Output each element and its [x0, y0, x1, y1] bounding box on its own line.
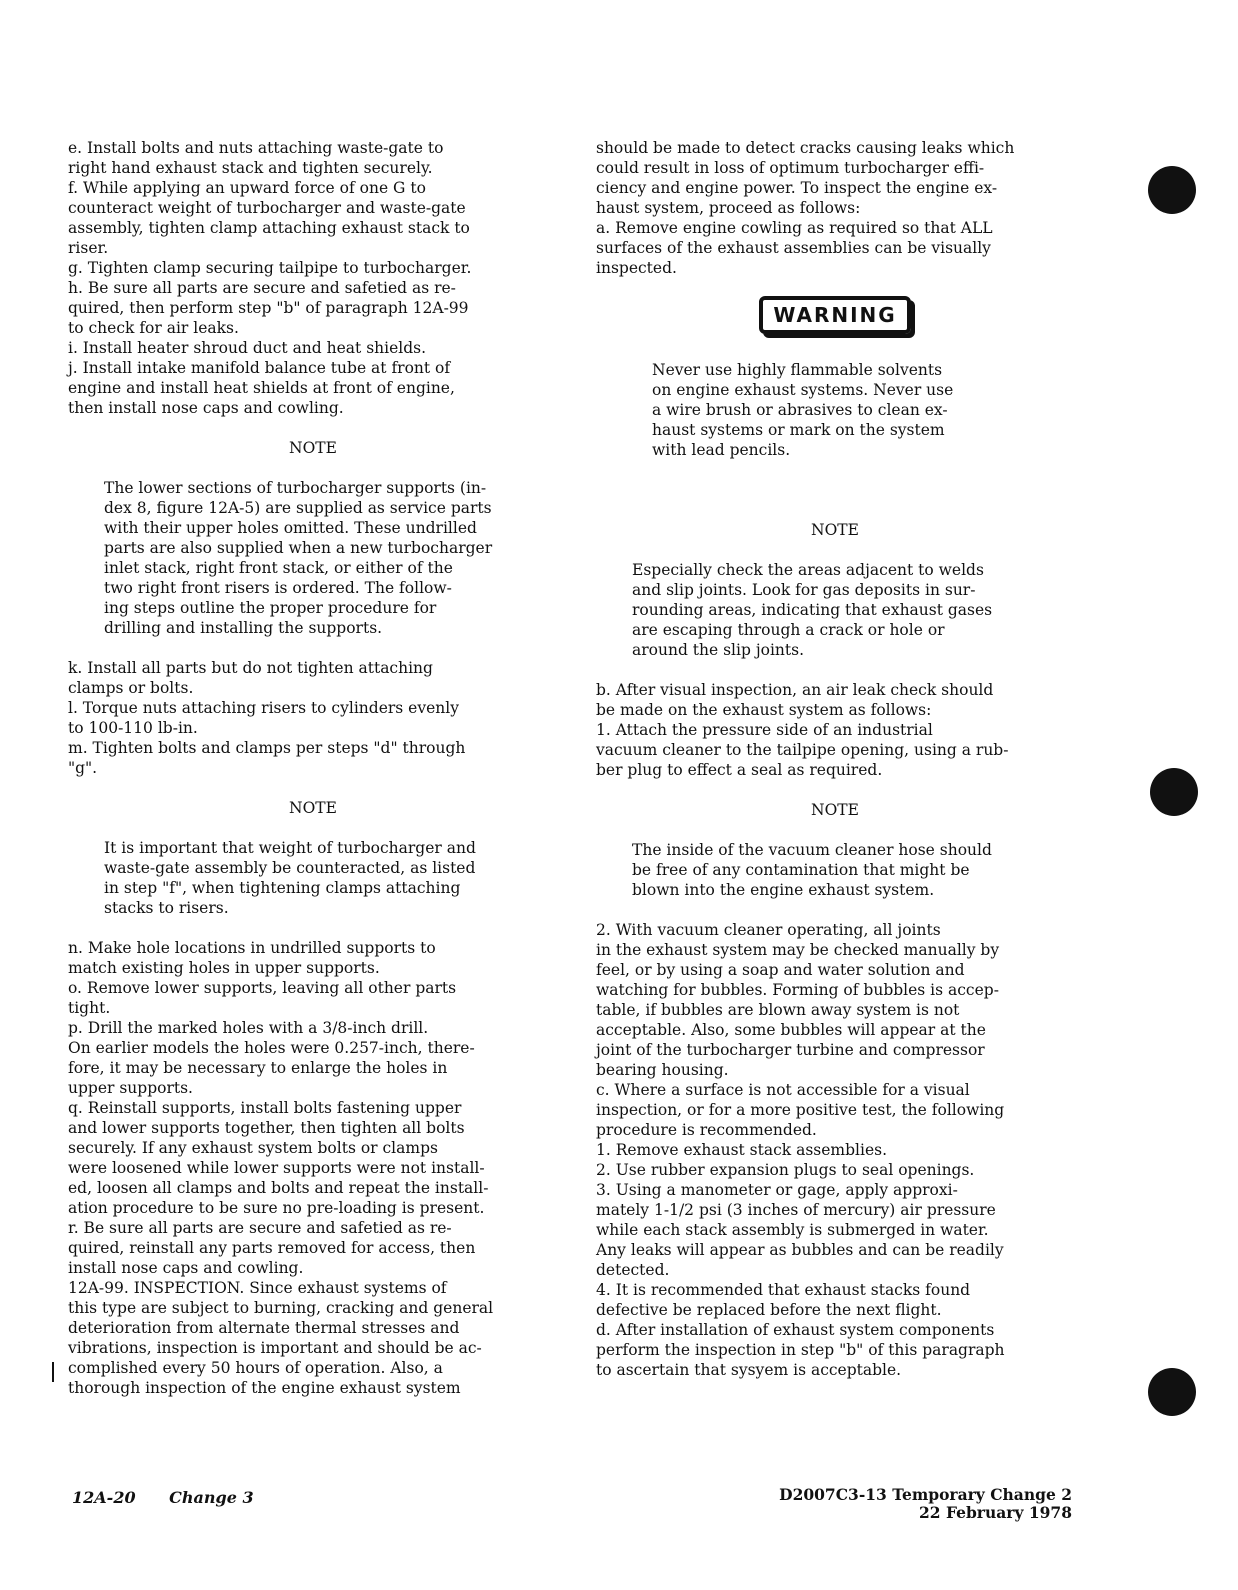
note-heading: NOTE [811, 801, 859, 819]
step-d: d. After installation of exhaust system components perform the inspection in step "b" of this paragraph to ascertain that sysyem is acceptable. [596, 1321, 1005, 1379]
page-number: 12A-20 [72, 1488, 136, 1507]
footer-left [72, 1488, 282, 1507]
step-h: h. Be sure all parts are secure and safetied as re- quired, then perform step "b" of paragraph 12A-99 to check for air leaks. [68, 279, 469, 337]
step-q: q. Reinstall supports, install bolts fastening upper and lower supports together, then tighten all bolts securely. If any exhaust system bolts or clamps were loosened while lower supports were not install- ed, loosen all clamps and bolts and repeat the install- ation procedure to be sure no pre-loading is present. [68, 1099, 489, 1217]
warning-box [596, 296, 1074, 334]
footer-right [779, 1486, 1072, 1522]
note-body-supports: The lower sections of turbocharger supports (in- dex 8, figure 12A-5) are supplied as service parts with their upper holes omitted. These undrilled parts are also supplied when a new turbocharger inlet stack, right front stack, or either of the two right front risers is ordered. The follow- ing steps outline the proper procedure for drilling and installing the supports. [104, 479, 493, 637]
steps-k-to-m [68, 658, 558, 778]
step-l: l. Torque nuts attaching risers to cylinders evenly to 100-110 lb-in. [68, 699, 459, 737]
step-c1: 1. Remove exhaust stack assemblies. [596, 1141, 888, 1159]
steps-n-to-r [68, 938, 558, 1278]
step-a: a. Remove engine cowling as required so that ALL surfaces of the exhaust assemblies can be visually inspected. [596, 219, 993, 277]
step-b2: 2. With vacuum cleaner operating, all joints in the exhaust system may be checked manually by feel, or by using a soap and water solution and watching for bubbles. Forming of bubbles is accep- table, if bubbles are blown away system is not acceptable. Also, some bubbles will appear at the joint of the turbocharger turbine and compressor bearing housing. [596, 921, 1000, 1079]
change-number: Change 3 [169, 1488, 254, 1507]
warning-body: Never use highly flammable solvents on engine exhaust systems. Never use a wire brush or abrasives to clean ex- haust systems or mark on the system with lead pencils. [652, 361, 954, 459]
continuation-text: should be made to detect cracks causing leaks which could result in loss of optimum turbocharger effi- ciency and engine power. To inspect the engine ex- haust system, proceed as follows: [596, 139, 1015, 217]
note-heading: NOTE [289, 439, 337, 457]
note-body-hose: The inside of the vacuum cleaner hose should be free of any contamination that might be blown into the engine exhaust system. [632, 841, 992, 899]
step-k: k. Install all parts but do not tighten attaching clamps or bolts. [68, 659, 433, 697]
step-c3: 3. Using a manometer or gage, apply approxi- mately 1-1/2 psi (3 inches of mercury) air pressure while each stack assembly is submerged in water. Any leaks will appear as bubbles and can be readily detected. [596, 1181, 1004, 1279]
step-j: j. Install intake manifold balance tube at front of engine and install heat shields at front of engine, then install nose caps and cowling. [68, 359, 455, 417]
step-f: f. While applying an upward force of one G to counteract weight of turbocharger and waste-gate assembly, tighten clamp attaching exhaust stack to riser. [68, 179, 470, 257]
step-o: o. Remove lower supports, leaving all other parts tight. [68, 979, 457, 1017]
warning-label: WARNING [759, 296, 910, 334]
change-bar [52, 1362, 54, 1382]
note-heading: NOTE [289, 799, 337, 817]
binder-hole-top [1148, 166, 1196, 214]
note-body-welds: Especially check the areas adjacent to welds and slip joints. Look for gas deposits in sur- rounding areas, indicating that exhaust gases are escaping through a crack or hole or around the slip joints. [632, 561, 993, 659]
step-c2: 2. Use rubber expansion plugs to seal openings. [596, 1161, 975, 1179]
step-p: p. Drill the marked holes with a 3/8-inch drill. On earlier models the holes were 0.257-inch, there- fore, it may be necessary to enlarge the holes in upper supports. [68, 1019, 475, 1097]
note-heading: NOTE [811, 521, 859, 539]
right-column [596, 138, 1074, 1380]
binder-hole-bottom [1148, 1368, 1196, 1416]
step-e: e. Install bolts and nuts attaching waste-gate to right hand exhaust stack and tighten securely. [68, 139, 444, 177]
step-g: g. Tighten clamp securing tailpipe to turbocharger. [68, 259, 472, 277]
step-m: m. Tighten bolts and clamps per steps "d" through "g". [68, 739, 466, 777]
inspection-paragraph: 12A-99. INSPECTION. Since exhaust systems of this type are subject to burning, cracking and general deterioration from alternate thermal stresses and vibrations, inspection is important and should be ac- complished every 50 hours of operation. Also, a thorough inspection of the engine exhaust system [68, 1279, 494, 1397]
step-b1: 1. Attach the pressure side of an industrial vacuum cleaner to the tailpipe opening, using a rub- ber plug to effect a seal as required. [596, 721, 1009, 779]
step-n: n. Make hole locations in undrilled supports to match existing holes in upper supports. [68, 939, 436, 977]
steps-e-to-j [68, 138, 558, 418]
document-id: D2007C3-13 Temporary Change 2 [779, 1485, 1072, 1504]
step-i: i. Install heater shroud duct and heat shields. [68, 339, 427, 357]
step-c4: 4. It is recommended that exhaust stacks found defective be replaced before the next flight. [596, 1281, 971, 1319]
binder-hole-middle [1150, 768, 1198, 816]
step-c: c. Where a surface is not accessible for a visual inspection, or for a more positive test, the following procedure is recommended. [596, 1081, 1005, 1139]
step-r: r. Be sure all parts are secure and safetied as re- quired, reinstall any parts removed for access, then install nose caps and cowling. [68, 1219, 476, 1277]
document-date: 22 February 1978 [918, 1503, 1072, 1522]
left-column [68, 138, 558, 1398]
note-body-counteract: It is important that weight of turbocharger and waste-gate assembly be counteracted, as listed in step "f", when tightening clamps attaching stacks to risers. [104, 839, 476, 917]
step-b: b. After visual inspection, an air leak check should be made on the exhaust system as follows: [596, 681, 994, 719]
